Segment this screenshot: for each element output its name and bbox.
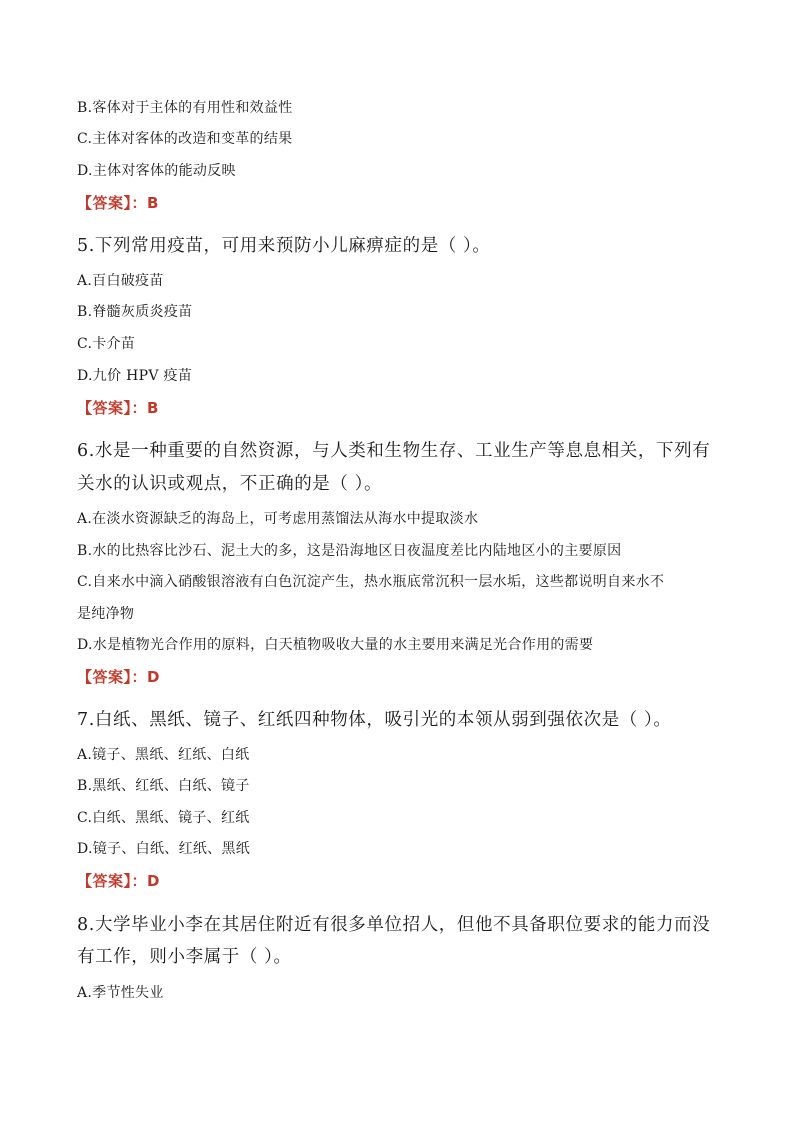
question-7-answer: 【答案】：D xyxy=(77,872,160,890)
question-6-answer: 【答案】：D xyxy=(77,668,160,686)
question-6-option-c-line-2: 是纯净物 xyxy=(77,606,135,622)
question-5-stem: 5.下列常用疫苗，可用来预防小儿麻痹症的是（ ）。 xyxy=(77,236,491,256)
question-6-option-b: B.水的比热容比沙石、泥土大的多，这是沿海地区日夜温度差比内陆地区小的主要原因 xyxy=(77,543,622,559)
question-5-option-d: D.九价 HPV 疫苗 xyxy=(77,368,193,384)
option-d: D.主体对客体的能动反映 xyxy=(77,163,236,179)
option-b: B.客体对于主体的有用性和效益性 xyxy=(77,100,293,116)
question-5-answer: 【答案】：B xyxy=(77,399,159,417)
answer-label: 【答案】：B xyxy=(77,194,159,212)
question-5-option-b: B.脊髓灰质炎疫苗 xyxy=(77,304,193,320)
question-7-stem: 7.白纸、黑纸、镜子、红纸四种物体，吸引光的本领从弱到强依次是（ ）。 xyxy=(77,710,672,730)
question-6-stem-line-2: 关水的认识或观点，不正确的是（ ）。 xyxy=(77,474,383,494)
option-c: C.主体对客体的改造和变革的结果 xyxy=(77,131,293,147)
question-7-option-b: B.黑纸、红纸、白纸、镜子 xyxy=(77,778,250,794)
question-5-option-c: C.卡介苗 xyxy=(77,336,136,352)
question-5-option-a: A.百白破疫苗 xyxy=(77,273,164,289)
question-7-option-d: D.镜子、白纸、红纸、黑纸 xyxy=(77,841,251,857)
question-8-option-a: A.季节性失业 xyxy=(77,985,164,1001)
question-6-option-c-line-1: C.自来水中滴入硝酸银溶液有白色沉淀产生，热水瓶底常沉积一层水垢，这些都说明自来水不 xyxy=(77,574,665,590)
question-8-stem-line-2: 有工作，则小李属于（ ）。 xyxy=(77,947,292,967)
question-6-option-a: A.在淡水资源缺乏的海岛上，可考虑用蒸馏法从海水中提取淡水 xyxy=(77,511,479,527)
question-7-option-c: C.白纸、黑纸、镜子、红纸 xyxy=(77,810,250,826)
question-7-option-a: A.镜子、黑纸、红纸、白纸 xyxy=(77,747,250,763)
question-8-stem-line-1: 8.大学毕业小李在其居住附近有很多单位招人，但他不具备职位要求的能力而没 xyxy=(77,915,711,935)
question-6-option-d: D.水是植物光合作用的原料，白天植物吸收大量的水主要用来满足光合作用的需要 xyxy=(77,637,594,653)
question-6-stem-line-1: 6.水是一种重要的自然资源，与人类和生物生存、工业生产等息息相关，下列有 xyxy=(77,441,711,461)
